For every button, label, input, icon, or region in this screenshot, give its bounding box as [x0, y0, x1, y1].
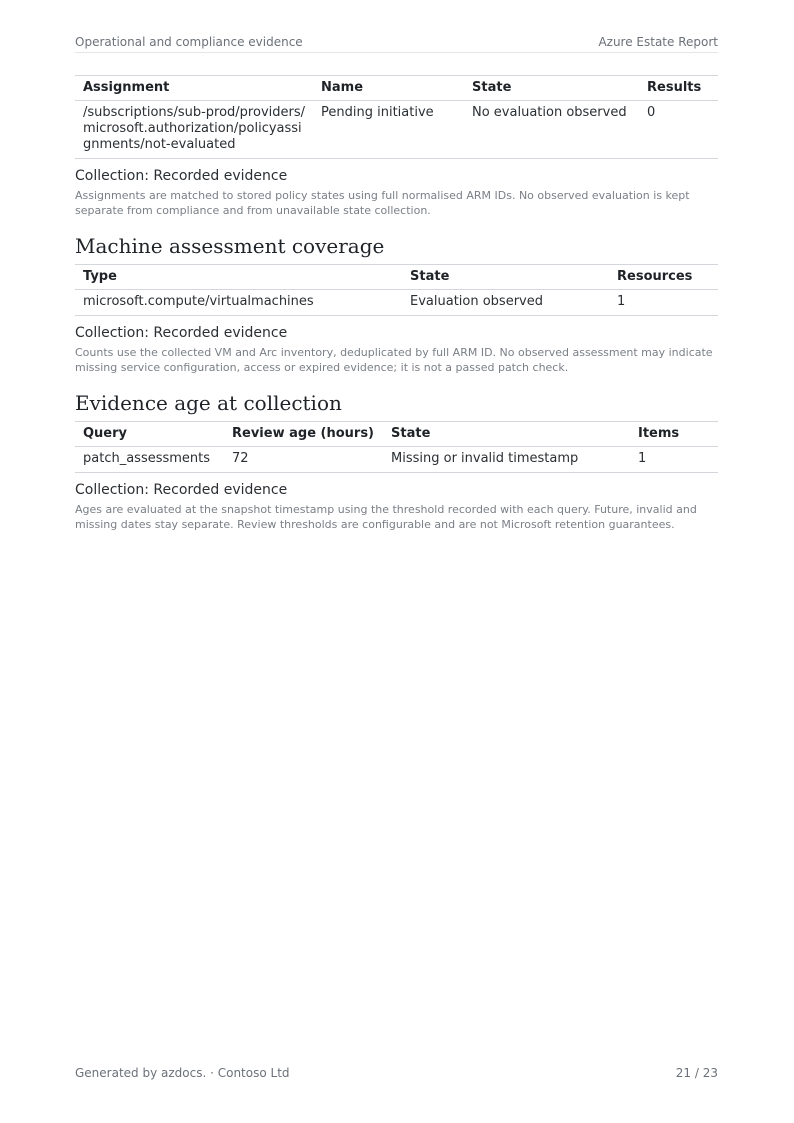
column-header: Query — [75, 422, 224, 447]
table-header-row — [75, 76, 718, 101]
items-cell: 1 — [630, 447, 718, 473]
column-header: Resources — [609, 265, 718, 290]
assignment-name-cell: Pending initiative — [313, 101, 464, 159]
assignment-id-cell: /subscriptions/sub-prod/providers/microsoft.authorization/policyassignments/not-evaluated — [75, 101, 313, 159]
page-footer — [75, 1066, 718, 1080]
review-age-cell: 72 — [224, 447, 383, 473]
section-note: Ages are evaluated at the snapshot timestamp using the threshold recorded with each query. Future, invalid and missing dates stay separate. Review thresholds are configurable and are not Microsoft retention guarantees. — [75, 503, 697, 531]
table-row — [75, 290, 718, 316]
page-number: 21 / 23 — [675, 1066, 718, 1080]
column-header: Items — [630, 422, 718, 447]
header-section-title: Operational and compliance evidence — [75, 35, 303, 49]
header-report-title: Azure Estate Report — [598, 35, 718, 49]
page-content — [75, 75, 718, 532]
table-row — [75, 447, 718, 473]
page-header — [75, 34, 718, 53]
machine-assessment-table — [75, 264, 718, 316]
resource-count-cell: 1 — [609, 290, 718, 316]
column-header: Type — [75, 265, 402, 290]
column-header: State — [383, 422, 630, 447]
collection-label: Collection: Recorded evidence — [75, 168, 288, 184]
section-note: Assignments are matched to stored policy states using full normalised ARM IDs. No observed evaluation is kept separate from compliance and from unavailable state collection. — [75, 189, 690, 217]
column-header: Review age (hours) — [224, 422, 383, 447]
resource-state-cell: Evaluation observed — [402, 290, 609, 316]
column-header: Name — [313, 76, 464, 101]
section-heading: Machine assessment coverage — [75, 234, 385, 258]
evidence-age-table — [75, 421, 718, 473]
assignment-results-cell: 0 — [639, 101, 718, 159]
column-header: State — [402, 265, 609, 290]
column-header: Assignment — [75, 76, 313, 101]
section-heading: Evidence age at collection — [75, 391, 342, 415]
table-row — [75, 101, 718, 159]
column-header: Results — [639, 76, 718, 101]
query-cell: patch_assessments — [75, 447, 224, 473]
age-state-cell: Missing or invalid timestamp — [383, 447, 630, 473]
policy-assignment-table — [75, 75, 718, 159]
resource-type-cell: microsoft.compute/virtualmachines — [75, 290, 402, 316]
table-header-row — [75, 422, 718, 447]
section-note: Counts use the collected VM and Arc inventory, deduplicated by full ARM ID. No observed assessment may indicate missing service configuration, access or expired evidence; it is not a passed patch check. — [75, 346, 713, 374]
assignment-state-cell: No evaluation observed — [464, 101, 639, 159]
collection-label: Collection: Recorded evidence — [75, 482, 288, 498]
table-header-row — [75, 265, 718, 290]
footer-generator: Generated by azdocs. · Contoso Ltd — [75, 1066, 290, 1080]
column-header: State — [464, 76, 639, 101]
collection-label: Collection: Recorded evidence — [75, 325, 288, 341]
